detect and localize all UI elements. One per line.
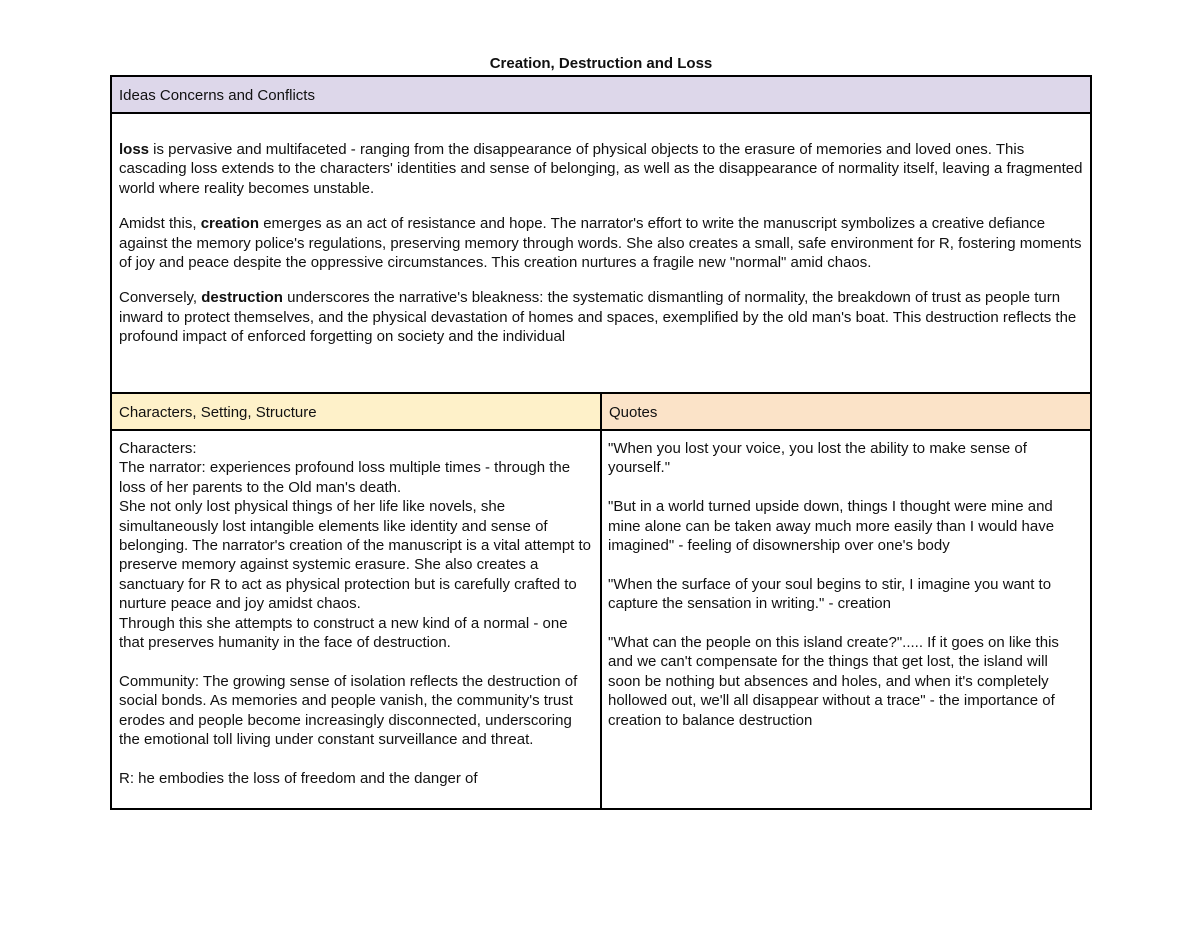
destruction-paragraph [119,288,1083,346]
spacer [119,652,593,671]
quote-item: "But in a world turned upside down, things I thought were mine and mine alone can be taken away much more easily than I would have imagined" - feeling of disownership over one's body [608,498,1055,555]
destruction-keyword: destruction [201,289,283,307]
document-title: Creation, Destruction and Loss [489,55,713,72]
quote-item: "When the surface of your soul begins to stir, I imagine you want to capture the sensation in writing." - creation [608,575,1052,613]
creation-paragraph [119,214,1083,272]
destruction-intro: Conversely, [119,289,202,307]
characters-heading: Characters: [119,440,197,457]
community-text: Community: The growing sense of isolation reflects the destruction of social bonds. As memories and people vanish, the community's trust erodes and people become increasingly disconnected, underscoring the emotional toll living under constant surveillance and threat. [119,672,578,749]
destruction-text: underscores the narrative's bleakness: the systematic dismantling of normality, the breakdown of trust as people turn inward to protect themselves, and the physical devastation of homes and spaces, exemplified by the old man's boat. This destruction reflects the profound impact of enforced forgetting on society and the individual [119,289,1077,346]
creation-intro: Amidst this, [119,215,201,233]
ideas-header: Ideas Concerns and Conflicts [112,77,1090,114]
characters-body [112,431,602,808]
creation-keyword: creation [200,215,260,233]
quotes-header: Quotes [602,394,1090,431]
loss-text: is pervasive and multifaceted - ranging from the disappearance of physical objects to the erasure of memories and loved ones. This cascading loss extends to the characters' identities and sense of belonging, as well as the disappearance of normality itself, leaving a fragmented world where reality becomes unstable. [119,141,1083,197]
quote-item: "What can the people on this island create?"..... If it goes on like this and we can't compensate for the things that get lost, the island will soon be nothing but absences and holes, and when it's completely hollowed out, we'll all disappear without a trace" - the importance of creation to balance destruction [608,634,1059,729]
narrator-text-1: The narrator: experiences profound loss multiple times - through the loss of her parents to the Old man's death. [119,459,571,496]
characters-header: Characters, Setting, Structure [112,394,602,431]
loss-paragraph [119,140,1083,198]
ideas-body [112,114,1090,394]
spacer [119,749,593,768]
creation-text: emerges as an act of resistance and hope. The narrator's effort to write the manuscript symbolizes a creative defiance against the memory police's regulations, preserving memory through words. She also creates a small, safe environment for R, fostering moments of joy and peace despite the oppressive circumstances. This creation nurtures a fragile new "normal" amid chaos. [119,215,1082,272]
quotes-body [602,431,1090,808]
narrator-text-3: Through this she attempts to construct a new kind of a normal - one that preserves humanity in the face of destruction. [119,614,568,652]
narrator-text-2: She not only lost physical things of her life like novels, she simultaneously lost intangible elements like identity and sense of belonging. The narrator's creation of the manuscript is a vital attempt to preserve memory against systemic erasure. She also creates a sanctuary for R to act as physical protection but is carefully crafted to nurture peace and joy amidst chaos. [119,498,592,613]
notes-table [110,75,1092,810]
loss-keyword: loss [119,141,150,158]
r-text: R: he embodies the loss of freedom and the danger of [119,769,478,787]
quote-item: "When you lost your voice, you lost the ability to make sense of yourself." [608,440,1027,477]
